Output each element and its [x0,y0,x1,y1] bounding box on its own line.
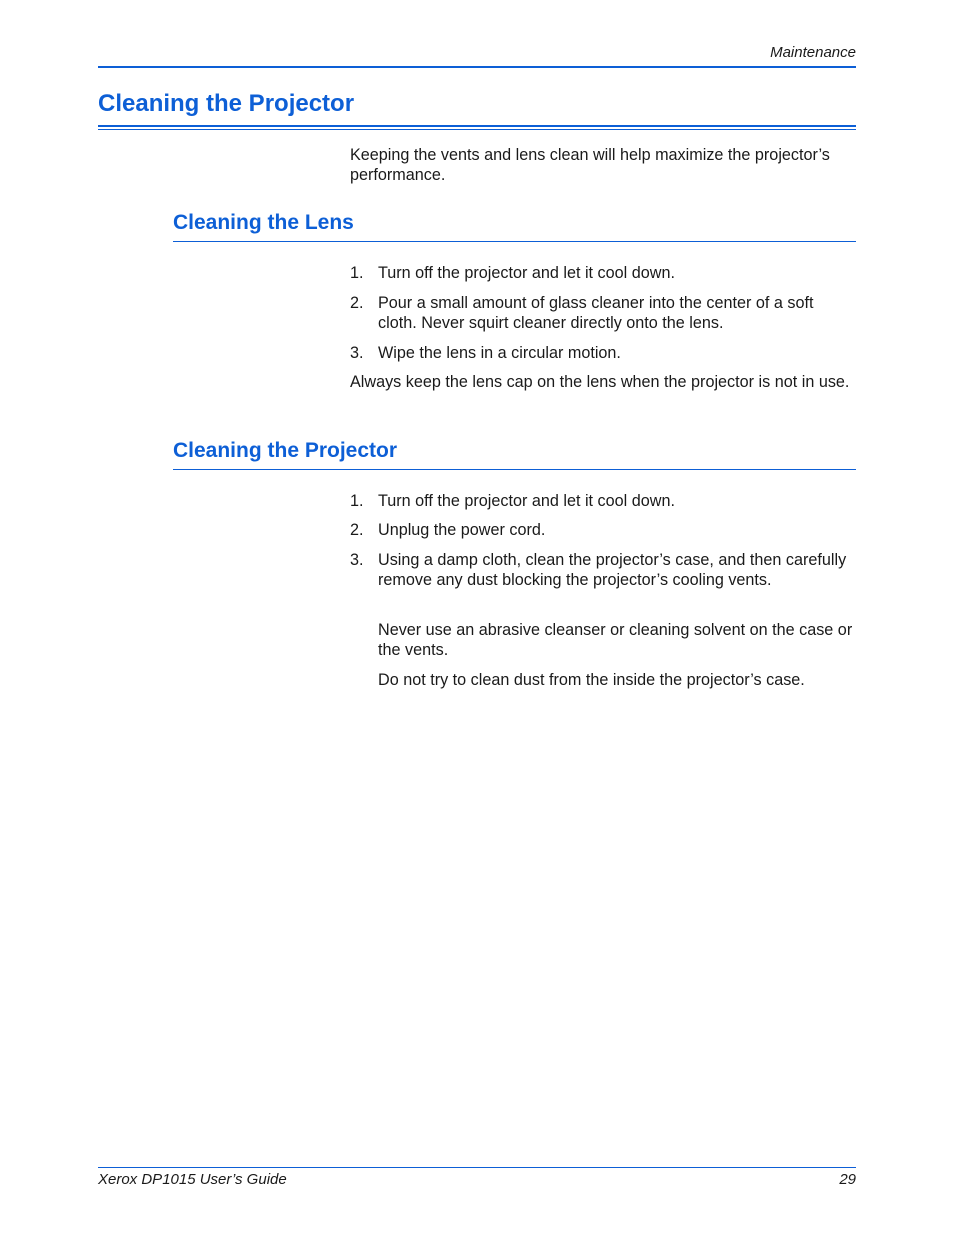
section-title-projector: Cleaning the Projector [173,439,398,462]
step-text: Pour a small amount of glass cleaner into the center of a soft cloth. Never squirt cleaner directly onto the lens. [378,294,814,332]
projector-step [350,491,856,511]
title-rule-top [98,125,856,127]
page-title: Cleaning the Projector [98,90,355,117]
section-rule-lens [173,241,856,242]
step-number: 2. [350,294,364,312]
projector-step [350,520,856,540]
running-header: Maintenance [770,44,856,61]
footer-page-number: 29 [839,1171,856,1188]
step-number: 3. [350,551,364,569]
step-text: Unplug the power cord. [378,521,546,539]
step-number: 2. [350,521,364,539]
lens-step [350,343,856,363]
title-rule-bottom [98,129,856,130]
step-text: Turn off the projector and let it cool down. [378,492,675,510]
step-text: Wipe the lens in a circular motion. [378,344,621,362]
intro-paragraph: Keeping the vents and lens clean will help maximize the projector’s performance. [350,146,830,184]
footer-guide-title: Xerox DP1015 User’s Guide [98,1171,287,1188]
step-number: 1. [350,264,364,282]
section-rule-projector [173,469,856,470]
step-number: 1. [350,492,364,510]
projector-caution-note: Never use an abrasive cleanser or cleaning solvent on the case or the vents. [378,621,853,659]
section-title-lens: Cleaning the Lens [173,211,354,234]
projector-step [350,550,856,590]
lens-step [350,263,856,283]
footer-rule [98,1167,856,1168]
lens-note: Always keep the lens cap on the lens when the projector is not in use. [350,373,850,391]
projector-dust-note: Do not try to clean dust from the inside the projector’s case. [378,671,805,689]
step-text: Turn off the projector and let it cool down. [378,264,675,282]
lens-step [350,293,856,333]
step-text: Using a damp cloth, clean the projector’s case, and then carefully remove any dust blocking the projector’s cooling vents. [378,551,847,589]
step-number: 3. [350,344,364,362]
header-rule [98,66,856,68]
